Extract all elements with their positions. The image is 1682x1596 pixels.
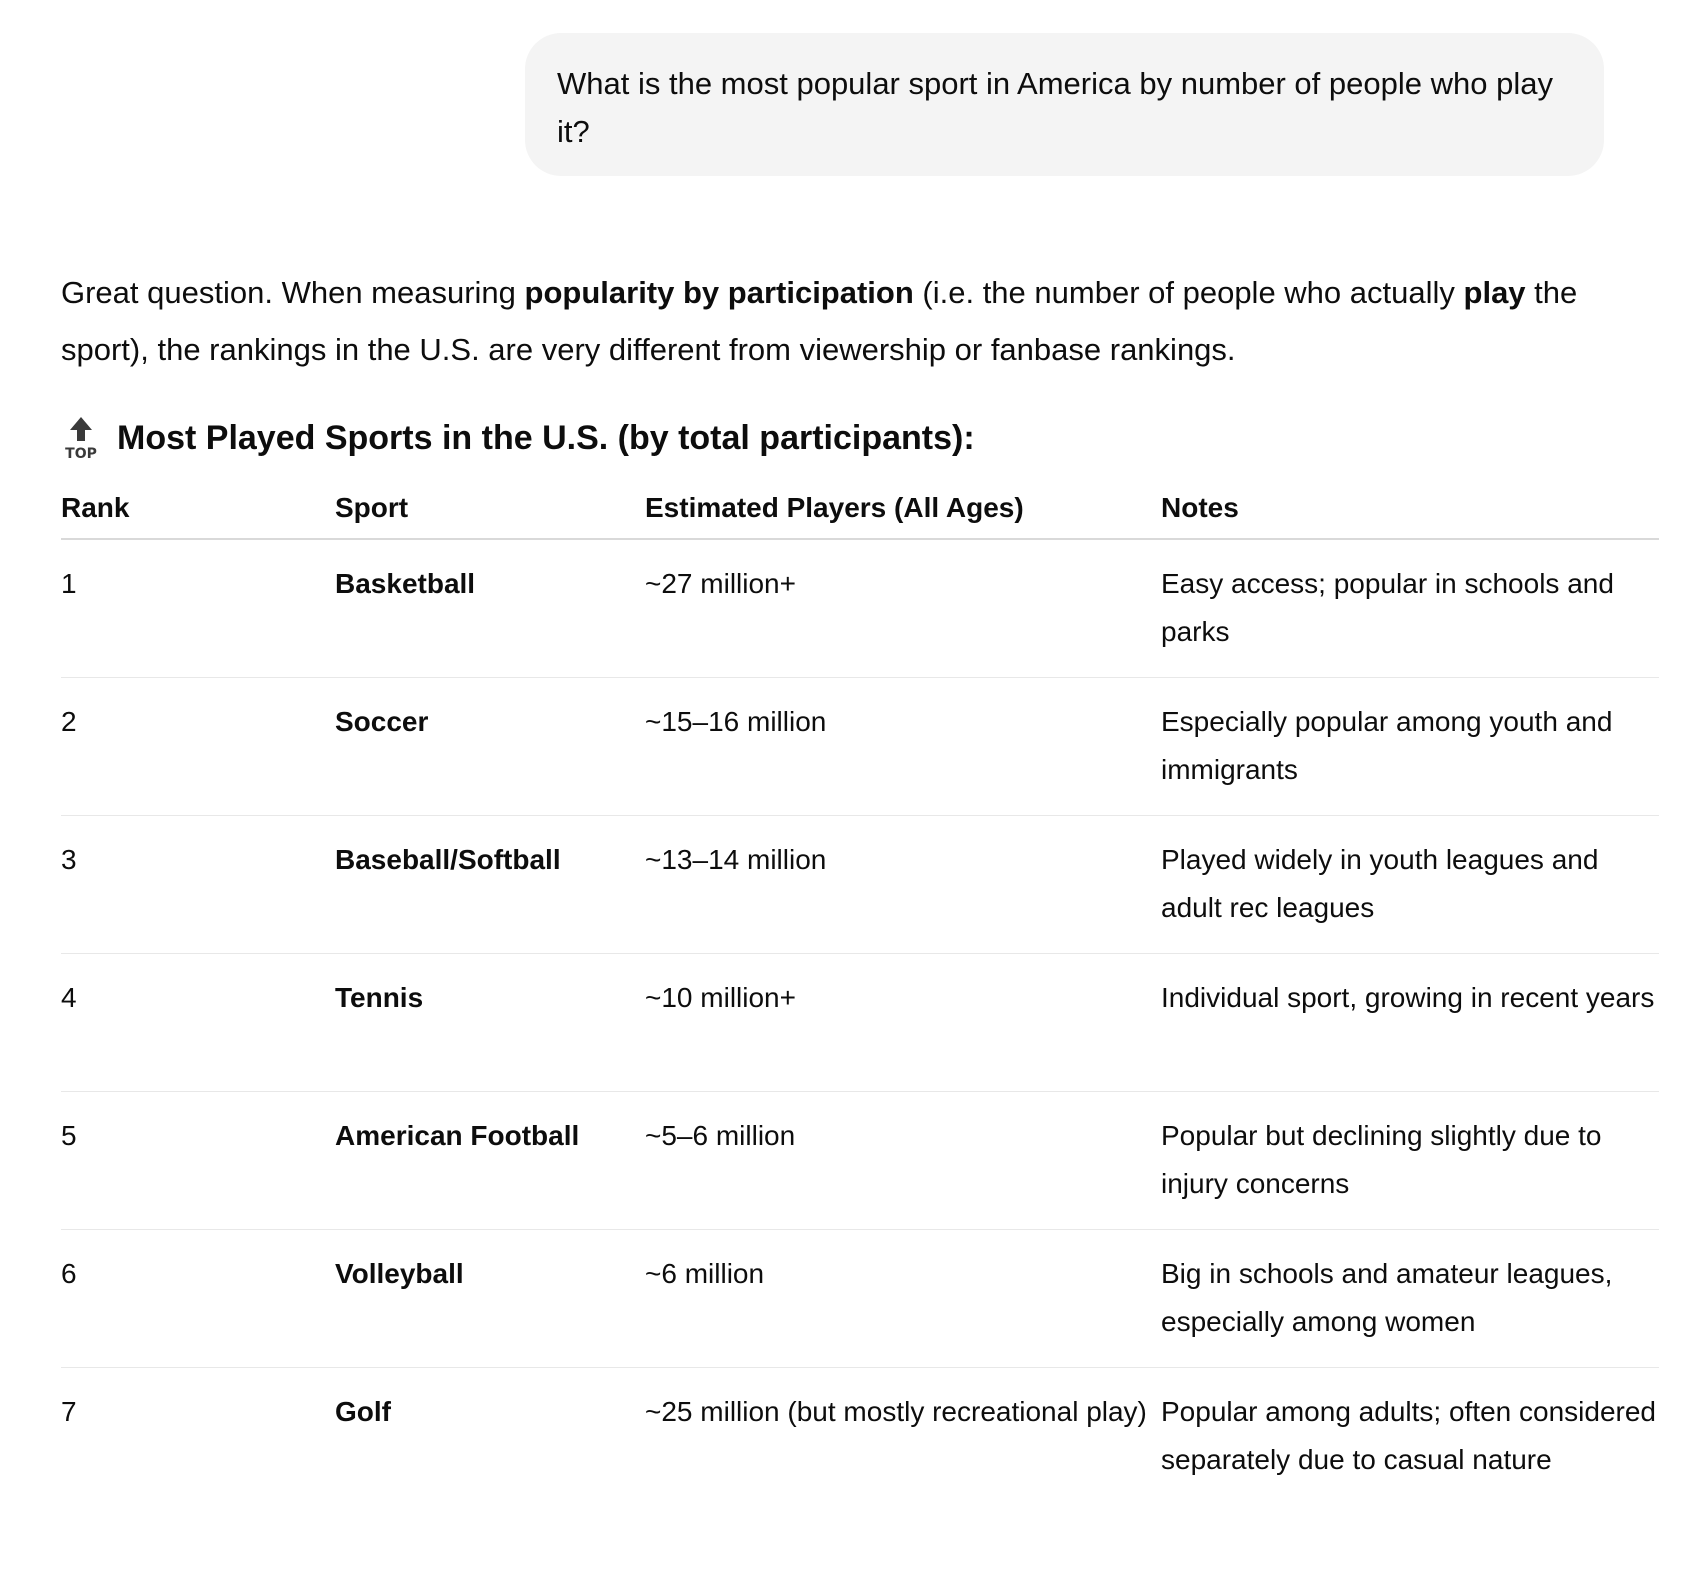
table-row (61, 540, 1659, 678)
players-cell: ~27 million+ (645, 568, 796, 599)
rank-cell: 4 (61, 982, 77, 1013)
sport-cell: Basketball (335, 568, 476, 599)
players-cell: ~25 million (but mostly recreational play) (645, 1396, 1147, 1427)
table-row (61, 1368, 1659, 1538)
top-arrow-icon (61, 414, 101, 462)
answer-intro (61, 264, 1641, 378)
sport-cell: Golf (335, 1396, 391, 1427)
notes-cell: Big in schools and amateur leagues, especially among women (1161, 1258, 1613, 1337)
players-cell: ~10 million+ (645, 982, 796, 1013)
players-cell: ~5–6 million (645, 1120, 796, 1151)
notes-cell: Popular but declining slightly due to injury concerns (1161, 1120, 1602, 1199)
header-sport: Sport (335, 492, 409, 523)
sports-table (61, 478, 1659, 1538)
players-cell: ~13–14 million (645, 844, 827, 875)
section-heading (61, 410, 975, 466)
user-message-text: What is the most popular sport in America by number of people who play it? (557, 66, 1553, 149)
notes-cell: Individual sport, growing in recent years (1161, 982, 1655, 1013)
rank-cell: 1 (61, 568, 77, 599)
table-row (61, 816, 1659, 954)
table-row (61, 1230, 1659, 1368)
players-cell: ~15–16 million (645, 706, 827, 737)
intro-text-3: the sport), the rankings in the U.S. are very different from viewership or fanbase rankings. (61, 275, 1578, 367)
header-players: Estimated Players (All Ages) (645, 492, 1024, 523)
sport-cell: American Football (335, 1120, 580, 1151)
rank-cell: 7 (61, 1396, 77, 1427)
table-header-row (61, 478, 1659, 540)
header-notes: Notes (1161, 492, 1239, 523)
sport-cell: Volleyball (335, 1258, 464, 1289)
intro-bold-1: popularity by participation (524, 275, 914, 310)
rank-cell: 6 (61, 1258, 77, 1289)
header-rank: Rank (61, 492, 130, 523)
section-heading-text: Most Played Sports in the U.S. (by total participants): (117, 418, 975, 457)
top-icon-label: TOP (65, 446, 97, 462)
rank-cell: 5 (61, 1120, 77, 1151)
rank-cell: 3 (61, 844, 77, 875)
sport-cell: Baseball/Softball (335, 844, 561, 875)
notes-cell: Played widely in youth leagues and adult rec leagues (1161, 844, 1599, 923)
table-row (61, 954, 1659, 1092)
notes-cell: Especially popular among youth and immigrants (1161, 706, 1613, 785)
intro-text-2: (i.e. the number of people who actually (913, 275, 1464, 310)
notes-cell: Easy access; popular in schools and parks (1161, 568, 1614, 647)
intro-bold-2: play (1463, 275, 1526, 310)
players-cell: ~6 million (645, 1258, 765, 1289)
sport-cell: Soccer (335, 706, 429, 737)
user-message-bubble (525, 33, 1604, 176)
notes-cell: Popular among adults; often considered separately due to casual nature (1161, 1396, 1656, 1475)
rank-cell: 2 (61, 706, 77, 737)
sport-cell: Tennis (335, 982, 424, 1013)
table-row (61, 678, 1659, 816)
table-row (61, 1092, 1659, 1230)
intro-text-1: Great question. When measuring (61, 275, 525, 310)
